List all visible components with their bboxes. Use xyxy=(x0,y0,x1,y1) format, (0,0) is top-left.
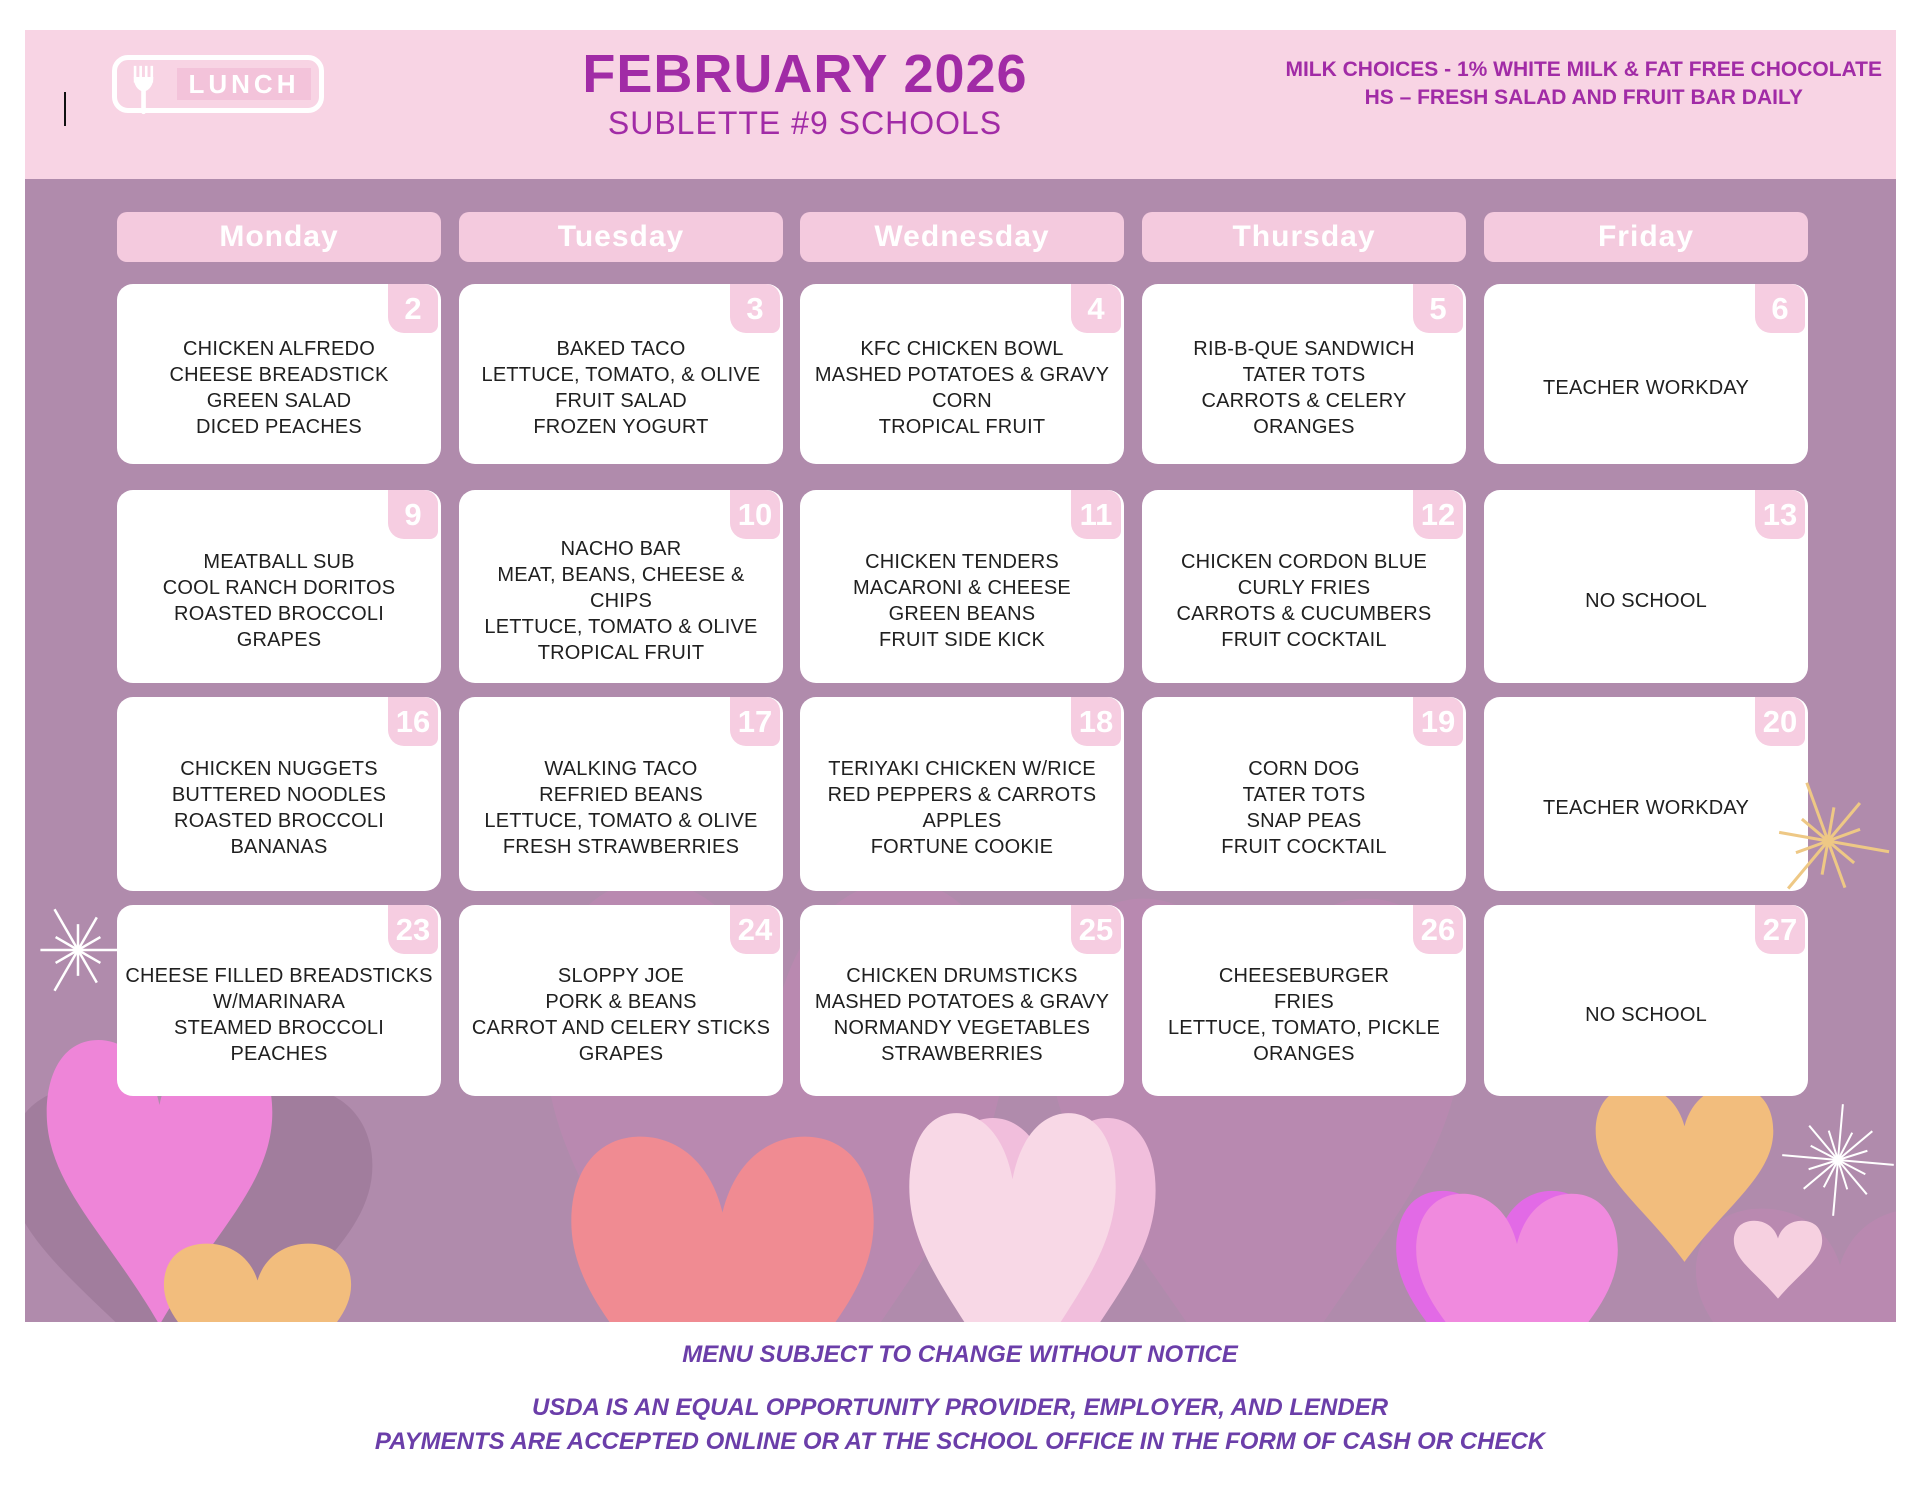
menu-item: FRUIT SIDE KICK xyxy=(879,628,1045,651)
menu-item: COOL RANCH DORITOS xyxy=(162,576,396,599)
menu-card-content xyxy=(1148,735,1460,881)
date-badge: 25 xyxy=(1071,905,1121,954)
menu-card xyxy=(117,905,441,1096)
menu-card-content xyxy=(806,322,1118,454)
date-badge: 13 xyxy=(1755,490,1805,539)
menu-card-content xyxy=(1148,943,1460,1086)
menu-item: FRESH STRAWBERRIES xyxy=(502,836,740,858)
menu-card xyxy=(800,490,1124,683)
menu-item: APPLES xyxy=(922,810,1002,832)
heart-small-pale-right xyxy=(1732,1218,1824,1300)
day-header-label: Thursday xyxy=(1232,220,1376,253)
menu-item: TATER TOTS xyxy=(1242,364,1366,386)
menu-item: LETTUCE, TOMATO & OLIVE xyxy=(484,810,758,832)
day-header-monday xyxy=(117,212,441,262)
date-badge: 18 xyxy=(1071,697,1121,746)
menu-item: FRIES xyxy=(1274,990,1334,1013)
starburst-white-left xyxy=(29,901,127,999)
menu-card-content xyxy=(1490,528,1802,673)
milk-choices-note: MILK CHOICES - 1% WHITE MILK & FAT FREE CHOCOLATE xyxy=(1285,58,1882,81)
date-badge: 5 xyxy=(1413,284,1463,333)
menu-card-content xyxy=(123,322,435,454)
salad-bar-note: HS – FRESH SALAD AND FRUIT BAR DAILY xyxy=(1364,86,1803,109)
menu-item: ROASTED BROCCOLI xyxy=(174,810,384,832)
date-badge: 20 xyxy=(1755,697,1805,746)
menu-card xyxy=(459,284,783,464)
menu-item: TROPICAL FRUIT xyxy=(878,416,1046,438)
menu-item: WALKING TACO xyxy=(544,758,698,780)
date-badge: 3 xyxy=(730,284,780,333)
menu-item: TATER TOTS xyxy=(1242,784,1366,806)
menu-item: ORANGES xyxy=(1253,416,1355,438)
menu-item: NO SCHOOL xyxy=(1585,589,1707,612)
day-header-friday xyxy=(1484,212,1808,262)
calendar-board xyxy=(25,179,1896,1322)
menu-item: FORTUNE COOKIE xyxy=(870,836,1054,858)
day-header-label: Tuesday xyxy=(557,220,685,253)
day-header-label: Wednesday xyxy=(874,220,1050,253)
menu-card-content xyxy=(123,735,435,881)
date-badge: 6 xyxy=(1755,284,1805,333)
day-header-label: Monday xyxy=(219,220,339,253)
day-header-wednesday xyxy=(800,212,1124,262)
menu-card xyxy=(1484,697,1808,891)
header-notes xyxy=(1285,56,1882,112)
menu-item: W/MARINARA xyxy=(213,990,345,1013)
menu-item: CARROTS & CUCUMBERS xyxy=(1176,602,1432,625)
menu-card-content xyxy=(465,322,777,454)
menu-item: GREEN SALAD xyxy=(206,390,352,412)
menu-item: ORANGES xyxy=(1253,1042,1355,1065)
page-title: FEBRUARY 2026 xyxy=(582,44,1028,104)
menu-item: GREEN BEANS xyxy=(888,602,1036,625)
menu-item: MASHED POTATOES & GRAVY xyxy=(814,364,1110,386)
menu-item: CARROT AND CELERY STICKS xyxy=(471,1016,771,1039)
menu-item: GRAPES xyxy=(236,628,322,651)
page-subtitle: SUBLETTE #9 SCHOOLS xyxy=(607,105,1003,141)
date-badge: 4 xyxy=(1071,284,1121,333)
menu-item: FRUIT SALAD xyxy=(555,390,687,412)
date-badge: 24 xyxy=(730,905,780,954)
menu-item: BANANAS xyxy=(230,836,328,858)
menu-item: CHICKEN NUGGETS xyxy=(180,758,378,780)
menu-card-content xyxy=(1148,528,1460,673)
footer-payments: PAYMENTS ARE ACCEPTED ONLINE OR AT THE SCHOOL OFFICE IN THE FORM OF CASH OR CHECK xyxy=(374,1428,1546,1455)
menu-card xyxy=(1142,905,1466,1096)
menu-item: BUTTERED NOODLES xyxy=(171,784,387,806)
heart-salmon xyxy=(565,1125,880,1322)
menu-item: SLOPPY JOE xyxy=(557,964,685,987)
day-header-label: Friday xyxy=(1597,220,1695,253)
menu-item: CHEESEBURGER xyxy=(1218,964,1390,987)
menu-item: LETTUCE, TOMATO, PICKLE xyxy=(1167,1016,1441,1039)
lunch-logo-panel xyxy=(177,68,311,100)
menu-item: NACHO BAR xyxy=(560,537,682,560)
footer-notice: MENU SUBJECT TO CHANGE WITHOUT NOTICE xyxy=(682,1341,1238,1368)
menu-item: CHICKEN DRUMSTICKS xyxy=(846,964,1078,987)
menu-card xyxy=(800,284,1124,464)
menu-card-content xyxy=(123,943,435,1086)
lunch-logo-label: LUNCH xyxy=(188,68,300,99)
menu-card-content xyxy=(465,943,777,1086)
date-badge: 11 xyxy=(1071,490,1121,539)
menu-item: RIB-B-QUE SANDWICH xyxy=(1193,338,1415,360)
menu-item: CORN DOG xyxy=(1248,758,1360,780)
menu-item: CORN xyxy=(932,390,992,412)
menu-card xyxy=(459,905,783,1096)
menu-card xyxy=(1484,905,1808,1096)
menu-card xyxy=(1484,284,1808,464)
menu-item: CHICKEN TENDERS xyxy=(865,550,1059,573)
title-block xyxy=(582,46,1027,142)
menu-card-content xyxy=(806,943,1118,1086)
menu-card-content xyxy=(465,528,777,673)
menu-card xyxy=(800,697,1124,891)
footer xyxy=(0,1341,1920,1456)
heart-orchid-right xyxy=(1412,1186,1622,1322)
menu-item: GRAPES xyxy=(578,1042,664,1065)
menu-item: NO SCHOOL xyxy=(1585,1003,1707,1026)
menu-item: CURLY FRIES xyxy=(1237,576,1371,599)
menu-item: FROZEN YOGURT xyxy=(533,416,709,438)
menu-item: FRUIT COCKTAIL xyxy=(1221,836,1387,858)
menu-item: CARROTS & CELERY xyxy=(1201,390,1407,412)
lunch-logo xyxy=(112,55,324,113)
menu-item: LETTUCE, TOMATO, & OLIVE xyxy=(481,364,761,386)
date-badge: 27 xyxy=(1755,905,1805,954)
starburst-white-right xyxy=(1780,1102,1896,1218)
menu-item: STEAMED BROCCOLI xyxy=(174,1016,384,1039)
heart-pale-two-tone-main xyxy=(905,1103,1120,1322)
menu-item: PEACHES xyxy=(230,1042,328,1065)
menu-item: PORK & BEANS xyxy=(545,990,697,1013)
menu-item: MASHED POTATOES & GRAVY xyxy=(814,990,1110,1013)
fork-icon xyxy=(126,64,162,116)
menu-item: TERIYAKI CHICKEN W/RICE xyxy=(828,758,1096,780)
heart-orange-left xyxy=(160,1238,355,1322)
menu-item: MACARONI & CHEESE xyxy=(853,576,1071,599)
menu-card-content xyxy=(1490,735,1802,881)
menu-item: MEATBALL SUB xyxy=(203,550,355,573)
date-badge: 2 xyxy=(388,284,438,333)
menu-item: TEACHER WORKDAY xyxy=(1543,797,1749,819)
menu-item: DICED PEACHES xyxy=(196,416,362,438)
menu-card xyxy=(117,284,441,464)
menu-card-content xyxy=(1490,322,1802,454)
date-badge: 26 xyxy=(1413,905,1463,954)
menu-card-content xyxy=(1148,322,1460,454)
menu-item: LETTUCE, TOMATO & OLIVE xyxy=(484,615,758,638)
menu-item: RED PEPPERS & CARROTS xyxy=(827,784,1097,806)
text-cursor xyxy=(64,92,66,126)
date-badge: 19 xyxy=(1413,697,1463,746)
menu-item: NORMANDY VEGETABLES xyxy=(833,1016,1091,1039)
menu-item: BAKED TACO xyxy=(556,338,686,360)
menu-card xyxy=(1142,284,1466,464)
date-badge: 16 xyxy=(388,697,438,746)
day-header-thursday xyxy=(1142,212,1466,262)
menu-item: ROASTED BROCCOLI xyxy=(174,602,384,625)
menu-card-content xyxy=(806,735,1118,881)
date-badge: 17 xyxy=(730,697,780,746)
menu-card-content xyxy=(465,735,777,881)
footer-usda: USDA IS AN EQUAL OPPORTUNITY PROVIDER, EMPLOYER, AND LENDER xyxy=(531,1394,1389,1421)
menu-item: SNAP PEAS xyxy=(1246,810,1362,832)
menu-card xyxy=(459,697,783,891)
menu-card-content xyxy=(806,528,1118,673)
menu-item: TEACHER WORKDAY xyxy=(1543,377,1749,399)
menu-item: KFC CHICKEN BOWL xyxy=(860,338,1064,360)
menu-item: REFRIED BEANS xyxy=(539,784,703,806)
menu-card xyxy=(117,697,441,891)
menu-item: STRAWBERRIES xyxy=(881,1042,1043,1065)
date-badge: 9 xyxy=(388,490,438,539)
day-header-tuesday xyxy=(459,212,783,262)
menu-card xyxy=(459,490,783,683)
menu-card xyxy=(117,490,441,683)
header-band xyxy=(25,30,1896,179)
menu-card xyxy=(1484,490,1808,683)
menu-item: TROPICAL FRUIT xyxy=(537,641,705,664)
date-badge: 23 xyxy=(388,905,438,954)
menu-item: CHICKEN CORDON BLUE xyxy=(1180,550,1428,573)
menu-card xyxy=(1142,697,1466,891)
menu-item: CHEESE FILLED BREADSTICKS xyxy=(125,964,433,987)
menu-card-content xyxy=(123,528,435,673)
menu-item: CHEESE BREADSTICK xyxy=(169,364,389,386)
menu-item: CHICKEN ALFREDO xyxy=(183,338,375,360)
starburst-gold xyxy=(1764,777,1892,905)
menu-item: MEAT, BEANS, CHEESE & CHIPS xyxy=(497,563,745,612)
menu-item: FRUIT COCKTAIL xyxy=(1221,628,1387,651)
date-badge: 12 xyxy=(1413,490,1463,539)
date-badge: 10 xyxy=(730,490,780,539)
menu-card-content xyxy=(1490,943,1802,1086)
menu-card xyxy=(1142,490,1466,683)
menu-card xyxy=(800,905,1124,1096)
